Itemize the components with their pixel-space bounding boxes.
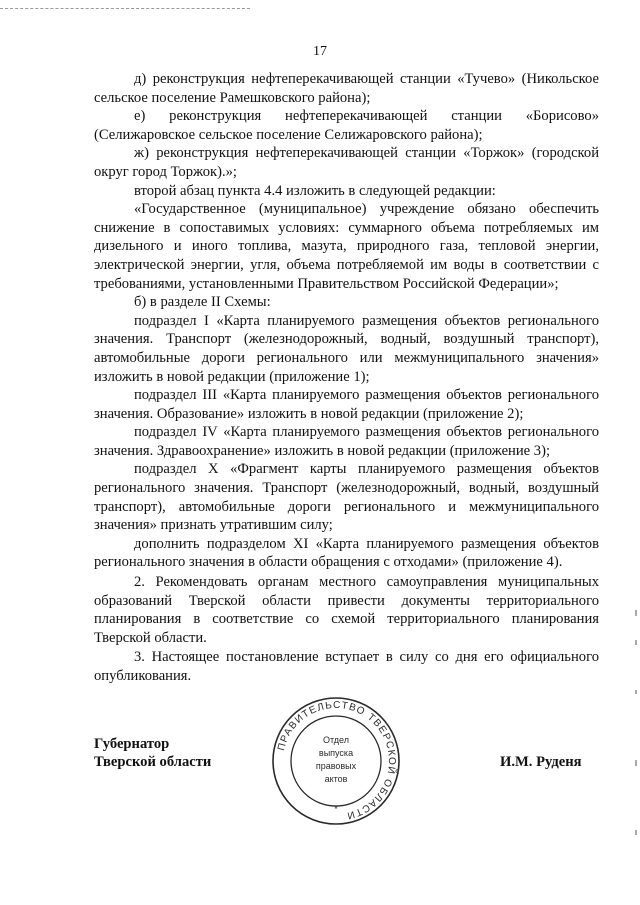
paragraph-item-zh: ж) реконструкция нефтеперекачивающей станции «Торжок» (городской округ город Торжок).»; (94, 145, 599, 180)
seal-center-line-2: выпуска (318, 748, 354, 758)
seal-center-line-3: правовых (315, 761, 357, 771)
seal-star-icon: * (334, 804, 338, 814)
seal-ring-text: ПРАВИТЕЛЬСТВО ТВЕРСКОЙ ОБЛАСТИ (276, 699, 398, 822)
official-seal-stamp (270, 695, 402, 827)
paragraph-point-3: 3. Настоящее постановление вступает в силу со дня его официального опубликования. (94, 649, 599, 684)
paragraph-item-d: д) реконструкция нефтеперекачивающей станции «Тучево» (Никольское сельское поселение Рамешковского района); (94, 71, 599, 106)
paragraph-subsection-1: подраздел I «Карта планируемого размещения объектов регионального значения. Транспорт (железнодорожный, водный, воздушный транспорт), автомобильные дороги регионального или межмуниципального значения» изложить в новой редакции (приложение 1); (94, 312, 599, 385)
signatory-title-line2: Тверской области (94, 754, 212, 770)
paragraph-subsection-3: подраздел III «Карта планируемого размещения объектов регионального значения. Образование» изложить в новой редакции (приложение 2); (94, 387, 599, 422)
paragraph-item-e: е) реконструкция нефтеперекачивающей станции «Борисово» (Селижаровское сельское поселение Селижаровского района); (94, 108, 599, 143)
seal-center-line-4: актов (324, 774, 348, 784)
scan-edge-marks (635, 610, 637, 870)
paragraph-subsection-4: подраздел IV «Карта планируемого размещения объектов регионального значения. Здравоохранение» изложить в новой редакции (приложение 3); (94, 424, 599, 459)
signatory-name: И.М. Руденя (500, 754, 582, 770)
paragraph-subsection-11: дополнить подразделом XI «Карта планируемого размещения объектов регионального значения в области обращения с отходами» (приложение 4). (94, 535, 599, 571)
page-number: 17 (313, 44, 327, 59)
paragraph-section-b: б) в разделе II Схемы: (134, 294, 271, 311)
document-body (94, 70, 599, 686)
paragraph-quote-4-4: «Государственное (муниципальное) учреждение обязано обеспечить снижение в сопоставимых условиях: суммарного объема потребляемых им дизельного и иного топлива, мазута, природного газа, тепловой энергии, электрической энергии, угля, объема потребляемой им воды в соответствии с требованиями, установленными Правительством Российской Федерации»; (94, 201, 599, 292)
signatory-title-line1: Губернатор (94, 736, 170, 752)
paragraph-second-abzac: второй абзац пункта 4.4 изложить в следующей редакции: (134, 182, 496, 199)
seal-center-line-1: Отдел (322, 735, 350, 745)
paragraph-subsection-10: подраздел X «Фрагмент карты планируемого размещения объектов регионального значения. Транспорт (железнодорожный, водный, воздушный транспорт), автомобильные дороги регионального и межмуниципального значения» признать утратившим силу; (94, 461, 599, 534)
signatory-title (94, 735, 211, 771)
paragraph-point-2: 2. Рекомендовать органам местного самоуправления муниципальных образований Тверской области привести документы территориального планирования в соответствие со схемой территориального планирования Тверской области. (94, 574, 599, 646)
scan-top-rule (0, 8, 250, 9)
